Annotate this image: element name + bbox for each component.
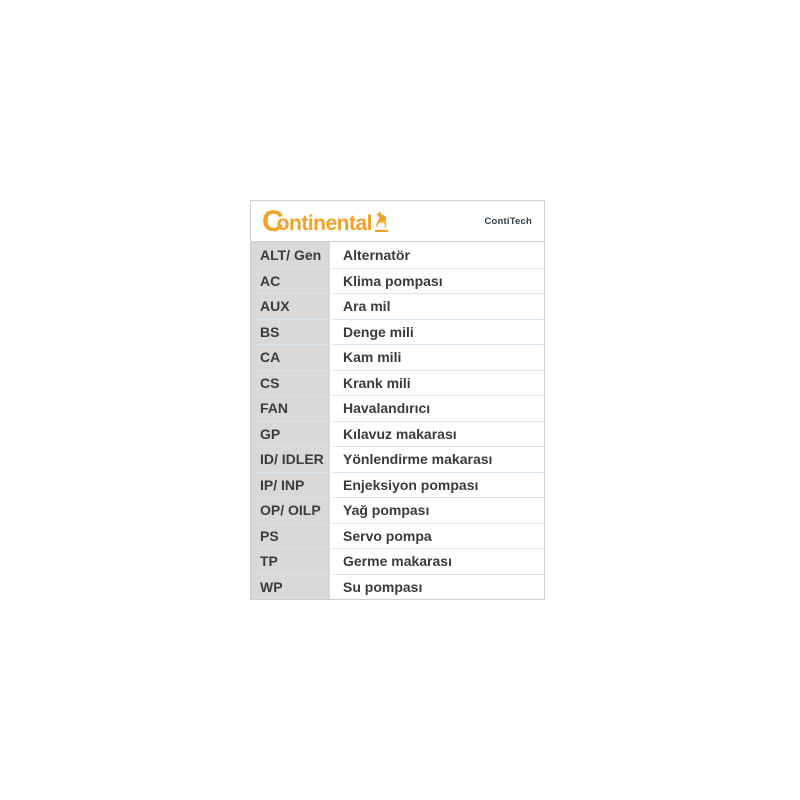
table-row — [251, 548, 544, 574]
table-row — [251, 497, 544, 523]
desc-cell: Yağ pompası — [333, 497, 544, 523]
legend-table-card — [250, 200, 545, 600]
table-row — [251, 395, 544, 421]
table-row — [251, 319, 544, 345]
contitech-label: ContiTech — [484, 215, 532, 227]
abbr-cell: GP — [251, 421, 333, 447]
table-row — [251, 421, 544, 447]
abbr-cell: OP/ OILP — [251, 497, 333, 523]
abbr-cell: CA — [251, 344, 333, 370]
table-row — [251, 574, 544, 600]
abbr-cell: CS — [251, 370, 333, 396]
table-row — [251, 523, 544, 549]
brand-header — [251, 201, 544, 242]
continental-logo — [262, 206, 388, 236]
desc-cell: Enjeksiyon pompası — [333, 472, 544, 498]
desc-cell: Su pompası — [333, 574, 544, 600]
abbr-cell: FAN — [251, 395, 333, 421]
desc-cell: Kılavuz makarası — [333, 421, 544, 447]
table-row — [251, 242, 544, 268]
abbr-cell: IP/ INP — [251, 472, 333, 498]
desc-cell: Alternatör — [333, 242, 544, 268]
abbr-cell: AC — [251, 268, 333, 294]
desc-cell: Klima pompası — [333, 268, 544, 294]
desc-cell: Krank mili — [333, 370, 544, 396]
rearing-horse-icon — [375, 211, 388, 232]
desc-cell: Denge mili — [333, 319, 544, 345]
desc-cell: Havalandırıcı — [333, 395, 544, 421]
abbr-cell: ALT/ Gen — [251, 242, 333, 268]
abbr-cell: WP — [251, 574, 333, 600]
logo-wordmark: ontinental — [276, 212, 372, 235]
table-row — [251, 446, 544, 472]
table-row — [251, 268, 544, 294]
abbr-cell: ID/ IDLER — [251, 446, 333, 472]
desc-cell: Yönlendirme makarası — [333, 446, 544, 472]
logo-letter-c: C — [262, 205, 283, 238]
desc-cell: Germe makarası — [333, 548, 544, 574]
abbr-cell: AUX — [251, 293, 333, 319]
abbreviation-table — [251, 242, 544, 599]
table-row — [251, 472, 544, 498]
table-row — [251, 293, 544, 319]
desc-cell: Ara mil — [333, 293, 544, 319]
abbr-cell: PS — [251, 523, 333, 549]
table-row — [251, 370, 544, 396]
abbr-cell: BS — [251, 319, 333, 345]
desc-cell: Kam mili — [333, 344, 544, 370]
desc-cell: Servo pompa — [333, 523, 544, 549]
table-row — [251, 344, 544, 370]
abbr-cell: TP — [251, 548, 333, 574]
